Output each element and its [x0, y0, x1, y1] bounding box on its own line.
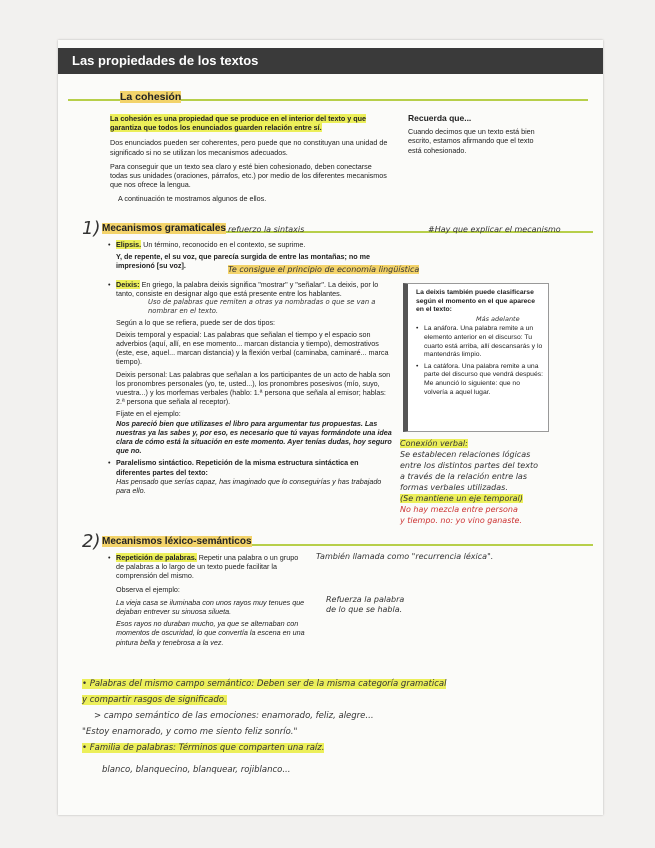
note: #Hay que explicar el mecanismo: [428, 225, 561, 234]
page-title: Las propiedades de los textos: [72, 53, 259, 68]
conexion-notes: Conexión verbal: Se establecen relaciones lógicas entre los distintos partes del texto a través de la relación entre las formas verbales utilizadas. (Se mantiene un eje temporal) No hay mezcla entre persona y tiempo. no: yo vino ganaste.: [400, 439, 538, 525]
document-page: [58, 40, 603, 815]
note: También llamada como "recurrencia léxica".: [316, 552, 494, 561]
mec1-title: Mecanismos gramaticales: [102, 223, 226, 234]
number-1: 1): [82, 218, 101, 239]
note: Te consigue el principio de economía lingüística: [228, 265, 420, 274]
deixis-block: • Deixis: En griego, la palabra deixis significa "mostrar" y "señalar". La deixis, por lo tanto, consiste en designar algo que está presente entre los hablantes. Uso de palabras que remiten a otras ya nombradas o que se van a nombrar en el texto. Según a lo que se refiera, puede ser de dos tipos: Deixis temporal y espacial: Las palabras que señalan el tiempo y el espacio son adverbios (aquí, allí, en ese momento... marcan distancia y tiempo), demostrativos (este, ese, aquel... marcan distancia) y la flexión verbal (caminaba, caminaré... marca tiempo). Deixis personal: Las palabras que señalan a los participantes de un acto de habla son los pronombres personales (yo, te, usted...), los pronombres posesivos (mío, suyo, vuestra...) y los morfemas verbales (hablo: 1.ª persona que señala al emisor; hablas: 2.ª persona que señala al receptor). Fíjate en el ejemplo: Nos pareció bien que utilizases el libro para argumentar tus propuestas. Las nuestras ya las sabes y, por eso, es necesario que tú vayas formándote una idea clara de cómo está la situación en este momento. Ayer tenías dudas, hoy seguro que no. • Paralelismo sintáctico. Repetición de la misma estructura sintáctica en diferentes partes del texto: Has pensado que serías capaz, has imaginado que lo conseguirías y has trabajado para ello.: [108, 280, 393, 495]
note: Refuerza la palabra de lo que se habla.: [326, 595, 405, 614]
section-title: La cohesión: [120, 91, 182, 103]
deixis-sidebox: La deixis también puede clasificarse según el momento en el que aparece en el texto: Más adelante • La anáfora. Una palabra remite a un elemento anterior en el discurso: Tu cuarto está arriba, allí descansarás y lo mantendrás limpio. • La catáfora. Una palabra remite a una parte del discurso que vendrá después: Me anunció lo siguiente: que no volvería a aquel lugar.: [403, 283, 549, 432]
header-bar: [58, 48, 603, 74]
repeticion-block: • Repetición de palabras. Repetir una palabra o un grupo de palabras a lo largo de un texto puede facilitar la comprensión del mismo. Observa el ejemplo: La vieja casa se iluminaba con unos rayos muy tenues que dejaban entrever su sinuosa silueta. Esos rayos no duraban mucho, ya que se alternaban con momentos de oscuridad, lo que convertía la escena en una pintura bella y tenebrosa a la vez.: [108, 553, 308, 647]
mec2-title: Mecanismos léxico-semánticos: [102, 536, 252, 547]
intro-text: La cohesión es una propiedad que se produce en el interior del texto y que garantiza que todos los enunciados guarden relación entre sí. Dos enunciados pueden ser coherentes, pero puede que no constituyan una unidad de significado si no se utilizan los mecanismos adecuados. Para conseguir que un texto sea claro y esté bien cohesionado, deben conectarse todas sus unidades (oraciones, párrafos, etc.) por medio de los diferentes mecanismos que nos ofrece la lengua. A continuación te mostramos algunos de ellos.: [110, 114, 388, 204]
handwritten-notes: • Palabras del mismo campo semántico: Deben ser de la misma categoría gramatical y compartir rasgos de significado. > campo semántico de las emociones: enamorado, feliz, alegre... "Estoy enamorado, y como me siento feliz sonrío." • Familia de palabras: Términos que comparten una raíz. blanco, blanquecino, blanquear, rojiblanco...: [82, 679, 447, 775]
recuerda-box: Recuerda que... Cuando decimos que un texto está bien escrito, estamos afirmando que el texto está cohesionado.: [408, 113, 535, 155]
note: refuerzo la sintaxis: [228, 225, 305, 234]
number-2: 2): [82, 531, 101, 552]
elipsis-block: • Elipsis. Un término, reconocido en el contexto, se suprime. Y, de repente, el su voz, que parecía surgida de entre las montañas; no me impresionó [su voz].: [108, 240, 398, 271]
